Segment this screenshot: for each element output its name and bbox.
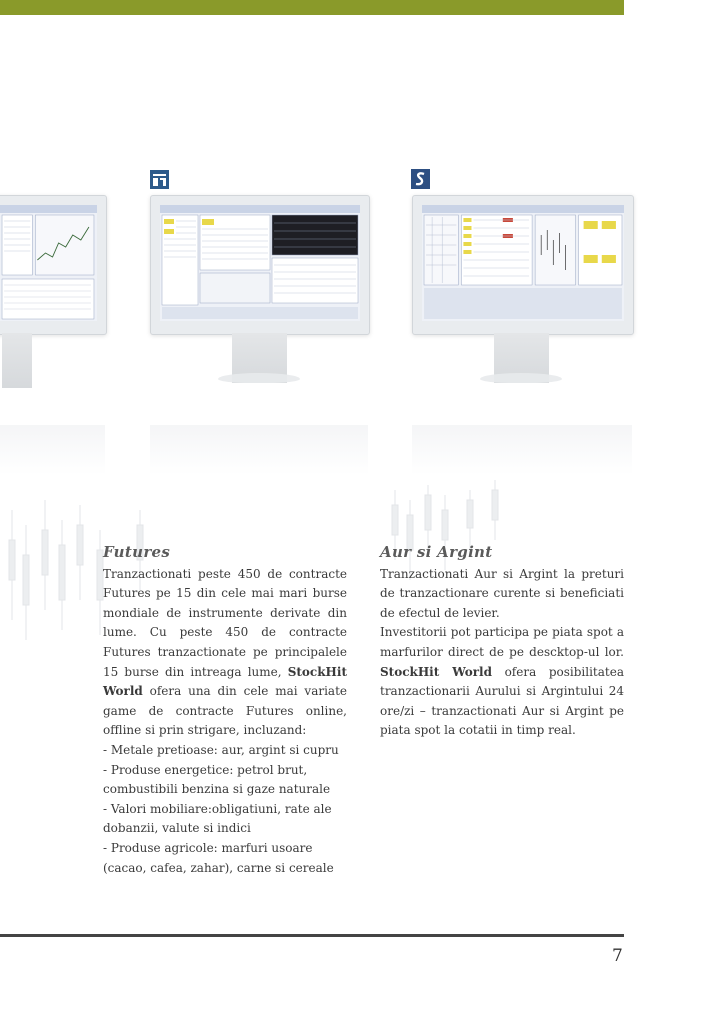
- futures-paragraph: [103, 565, 347, 741]
- monitor-left: [0, 195, 110, 475]
- futures-item-securities: - Valori mobiliare:obligatiuni, rate ale dobanzii, valute si indici: [103, 801, 332, 836]
- page-number: 7: [612, 946, 623, 966]
- futures-item-agri: - Produse agricole: marfuri usoare (cacao, cafea, zahar), carne si cereale: [103, 840, 334, 875]
- futures-item-energy: - Produse energetice: petrol brut, combustibili benzina si gaze naturale: [103, 762, 331, 797]
- futures-text-a: Tranzactionati peste 450 de contracte Futures pe 15 din cele mai mari burse mondiale de instrumente derivate din lume. Cu peste 450 de contracte Futures tranzactionate pe principalele 15 burse din intreaga lume,: [103, 566, 347, 679]
- futures-title: Futures: [103, 543, 171, 561]
- futures-section: [103, 543, 347, 878]
- futures-text-b: ofera una din cele mai variate game de contracte Futures online, offline si prin strigare, incluzand:: [103, 684, 347, 738]
- futures-item-metals: - Metale pretioase: aur, argint si cupru: [103, 742, 339, 757]
- stockhit-logo-square: [150, 170, 169, 189]
- trading-terminal-screen: [422, 205, 624, 321]
- gold-text-b: ofera posibilitatea tranzactionarii Aurului si Argintului 24 ore/zi – tranzactionati Aur si Argint pe piata spot la cotatii in timp real.: [380, 664, 624, 738]
- monitor-right: [412, 195, 634, 475]
- gold-silver-section: [380, 543, 624, 741]
- futures-brand: StockHit World: [103, 664, 347, 699]
- gold-brand: StockHit World: [380, 664, 492, 679]
- gold-paragraph-1: Tranzactionati Aur si Argint la preturi de tranzactionare curente si beneficiati de efectul de levier.: [380, 566, 624, 620]
- gold-silver-title: Aur si Argint: [380, 543, 493, 561]
- gold-paragraph-2: [380, 623, 624, 741]
- trading-terminal-screen: [160, 205, 360, 321]
- footer-rule: [0, 934, 624, 937]
- monitor-center: [150, 195, 370, 475]
- gold-text-a: Investitorii pot participa pe piata spot a marfurilor direct de pe descktop-ul lor.: [380, 625, 624, 659]
- trading-terminal-screen: [0, 205, 97, 321]
- header-accent-bar: [0, 0, 624, 15]
- stockhit-logo-s: [411, 169, 430, 189]
